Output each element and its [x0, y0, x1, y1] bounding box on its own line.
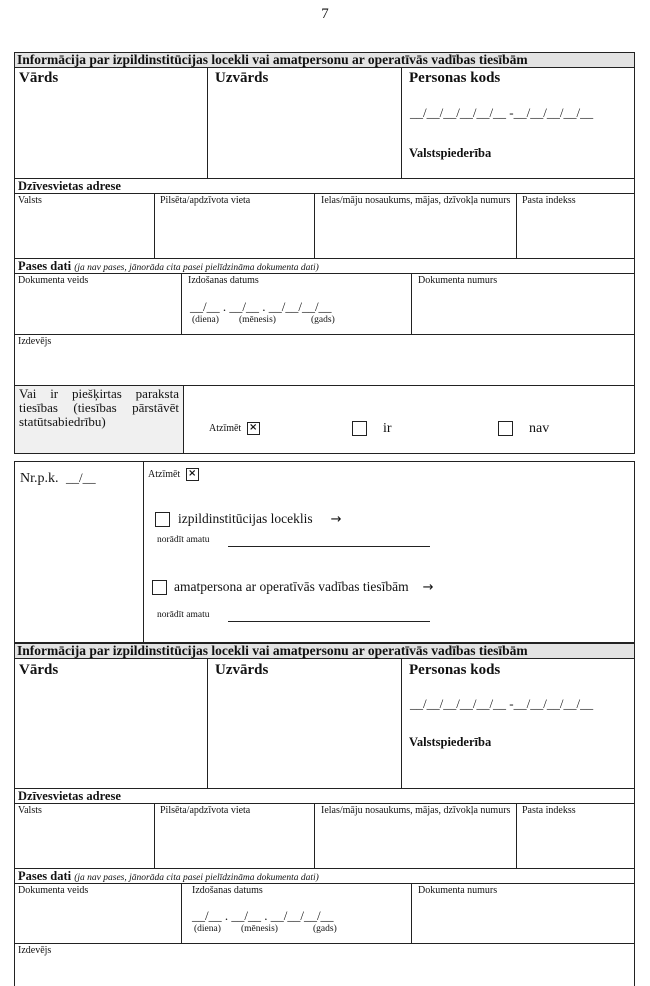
pases-title: Pases dati (ja nav pases, jānorāda cita pasei pielīdzināma dokumenta dati)	[18, 259, 319, 273]
personas-kods-label: Personas kods	[409, 70, 501, 86]
pases-note-2: (ja nav pases, jānorāda cita pasei pielīdzināma dokumenta dati)	[74, 873, 319, 883]
menesis-label: (mēnesis)	[239, 315, 276, 325]
nav-option[interactable]	[498, 419, 549, 437]
middle-atzimet: Atzīmēt ×	[148, 468, 199, 481]
menesis-label-2: (mēnesis)	[241, 924, 278, 934]
izdosanas-datums-field-2[interactable]: __/__ . __/__ . __/__/__/__	[192, 908, 334, 923]
nav-checkbox[interactable]	[498, 421, 513, 436]
ielas-label-2: Ielas/māju nosaukums, mājas, dzīvokļa numurs	[321, 805, 511, 816]
ir-checkbox[interactable]	[352, 421, 367, 436]
vards-label-2: Vārds	[19, 662, 59, 678]
izdosanas-datums-label: Izdošanas datums	[188, 275, 259, 286]
vards-label: Vārds	[19, 70, 59, 86]
paraksta-question: Vai ir piešķirtas paraksta tiesības (tiesības pārstāvēt statūtsabiedrību)	[19, 386, 179, 429]
adrese-title-2: Dzīvesvietas adrese	[18, 789, 121, 803]
atzimet-sample: Atzīmēt ×	[209, 422, 260, 435]
page-number: 7	[321, 6, 329, 22]
pasta-label-2: Pasta indekss	[522, 805, 576, 816]
ir-label: ir	[383, 421, 392, 436]
noradit-amatu-label-2: norādīt amatu	[157, 610, 210, 620]
checked-box-sample: ×	[247, 422, 260, 435]
amats-line-2[interactable]	[228, 621, 430, 622]
valstspiederiba-label: Valstspiederība	[409, 146, 492, 160]
middle-checked-box-sample: ×	[186, 468, 199, 481]
uzvards-label-2: Uzvārds	[215, 662, 269, 678]
option-loceklis[interactable]	[155, 510, 342, 528]
noradit-amatu-label-1: norādīt amatu	[157, 535, 210, 545]
valsts-label: Valsts	[18, 195, 42, 206]
pasta-label: Pasta indekss	[522, 195, 576, 206]
pilseta-label-2: Pilsēta/apdzīvota vieta	[160, 805, 251, 816]
pases-title-2: Pases dati (ja nav pases, jānorāda cita pasei pielīdzināma dokumenta dati)	[18, 869, 319, 883]
dok-veids-label: Dokumenta veids	[18, 275, 89, 286]
ielas-label: Ielas/māju nosaukums, mājas, dzīvokļa numurs	[321, 195, 511, 206]
dok-veids-label-2: Dokumenta veids	[18, 885, 89, 896]
izdevejs-label: Izdevējs	[18, 336, 52, 347]
dok-numurs-label-2: Dokumenta numurs	[418, 885, 498, 896]
section2-banner: Informācija par izpildinstitūcijas locekli vai amatpersonu ar operatīvās vadības tiesībām	[15, 644, 634, 658]
arrow-icon: →	[330, 512, 342, 527]
uzvards-label: Uzvārds	[215, 70, 269, 86]
personas-kods-label-2: Personas kods	[409, 662, 501, 678]
loceklis-checkbox[interactable]	[155, 512, 170, 527]
loceklis-label: izpildinstitūcijas loceklis	[178, 511, 313, 526]
diena-label-2: (diena)	[194, 924, 221, 934]
gads-label: (gads)	[311, 315, 335, 325]
ir-option[interactable]	[352, 419, 392, 437]
gads-label-2: (gads)	[313, 924, 337, 934]
izdosanas-datums-field[interactable]: __/__ . __/__ . __/__/__/__	[190, 299, 332, 314]
nav-label: nav	[529, 421, 550, 436]
valsts-label-2: Valsts	[18, 805, 42, 816]
pases-note: (ja nav pases, jānorāda cita pasei pielīdzināma dokumenta dati)	[74, 263, 319, 273]
adrese-title: Dzīvesvietas adrese	[18, 179, 121, 193]
middle-frame	[14, 461, 635, 643]
amatpersona-label: amatpersona ar operatīvās vadības tiesībām	[174, 579, 409, 594]
diena-label: (diena)	[192, 315, 219, 325]
pilseta-label: Pilsēta/apdzīvota vieta	[160, 195, 251, 206]
nrpk-label: Nr.p.k. __/__	[20, 470, 96, 486]
arrow-icon: →	[422, 580, 434, 595]
amatpersona-checkbox[interactable]	[152, 580, 167, 595]
personas-kods-field[interactable]: __/__/__/__/__/__ -__/__/__/__/__	[410, 105, 594, 120]
amats-line-1[interactable]	[228, 546, 430, 547]
personas-kods-field-2[interactable]: __/__/__/__/__/__ -__/__/__/__/__	[410, 696, 594, 711]
nrpk-field[interactable]: __/__	[66, 470, 96, 485]
section1-banner: Informācija par izpildinstitūcijas locekli vai amatpersonu ar operatīvās vadības tiesībām	[15, 53, 634, 67]
option-amatpersona[interactable]	[152, 578, 434, 596]
izdevejs-label-2: Izdevējs	[18, 945, 52, 956]
izdosanas-datums-label-2: Izdošanas datums	[192, 885, 263, 896]
valstspiederiba-label-2: Valstspiederība	[409, 735, 492, 749]
dok-numurs-label: Dokumenta numurs	[418, 275, 498, 286]
